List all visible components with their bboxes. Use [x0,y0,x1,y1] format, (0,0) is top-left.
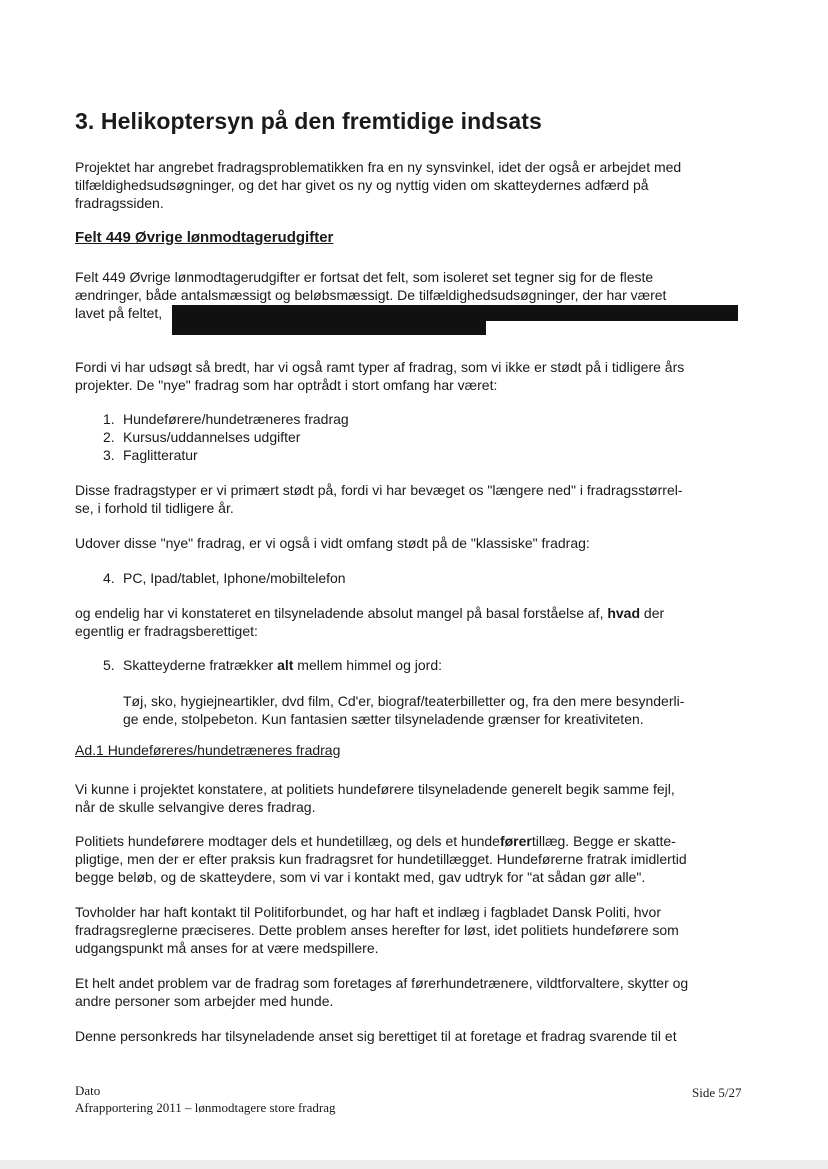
section-title: Felt 449 Øvrige lønmodtagerudgifter [75,229,334,246]
fordi-paragraph [75,358,755,394]
tovholder-paragraph [75,903,755,957]
intro-paragraph [75,158,755,212]
list-number: 2. [103,429,115,445]
detail-line: Tøj, sko, hygiejneartikler, dvd film, Cd'er, biograf/teaterbilletter og, fra den mere besynderli- [123,693,685,709]
politiets-line: pligtige, men der er efter praksis kun fradragsret for hundetillægget. Hundeførerne fratrak imidlertid [75,851,687,867]
udover-paragraph: Udover disse "nye" fradrag, er vi også i vidt omfang stødt på de "klassiske" fradrag: [75,535,590,551]
tovholder-line: udgangspunkt må anses for at være medspillere. [75,940,379,956]
emphasis-hvad: hvad [607,605,641,621]
ethelt-line: andre personer som arbejder med hunde. [75,993,334,1009]
page-heading: 3. Helikoptersyn på den fremtidige indsats [75,108,542,134]
ethelt-paragraph [75,974,755,1010]
fordi-line: projekter. De "nye" fradrag som har optrådt i stort omfang har været: [75,377,498,393]
list-text: Skatteyderne fratrækker [123,657,278,673]
denne-paragraph: Denne personkreds har tilsyneladende anset sig berettiget til at foretage et fradrag svarende til et [75,1028,677,1044]
politiets-text: tillæg. Begge er skatte- [531,833,676,849]
redaction-bar [172,321,486,335]
redaction-bar [172,305,738,321]
list-item [103,410,349,428]
endelig-line [75,604,755,622]
list-item [103,428,300,446]
footer-report: Afrapportering 2011 – lønmodtagere store fradrag [75,1100,336,1115]
list-text: PC, Ipad/tablet, Iphone/mobiltelefon [123,570,346,586]
endelig-line: egentlig er fradragsberettiget: [75,623,258,639]
fordi-line: Fordi vi har udsøgt så bredt, har vi også ramt typer af fradrag, som vi ikke er stødt på i tidligere års [75,359,685,375]
vi-paragraph [75,780,755,816]
subsection-title: Ad.1 Hundeføreres/hundetræneres fradrag [75,742,341,758]
list-number: 4. [103,570,115,586]
list-number: 3. [103,447,115,463]
felt-line: ændringer, både antalsmæssigt og beløbsmæssigt. De tilfældighedsudsøgninger, der har været [75,287,667,303]
endelig-text: og endelig har vi konstateret en tilsyneladende absolut mangel på basal forståelse af, [75,605,608,621]
vi-line: når de skulle selvangive deres fradrag. [75,799,316,815]
tovholder-line: fradragsreglerne præciseres. Dette problem anses herefter for løst, idet politiets hundeførere som [75,922,679,938]
list-item [103,656,442,674]
tovholder-line: Tovholder har haft kontakt til Politiforbundet, og har haft et indlæg i fagbladet Dansk Politi, hvor [75,904,662,920]
politiets-line [75,832,755,850]
item5-detail [123,692,753,728]
intro-line: tilfældighedsudsøgninger, og det har givet os ny og nyttig viden om skatteydernes adfærd på [75,177,649,193]
emphasis-alt: alt [277,657,294,673]
disse-paragraph [75,481,755,517]
list-item [103,569,346,587]
endelig-text: der [640,605,665,621]
list-number: 1. [103,411,115,427]
politiets-line: begge beløb, og de skatteydere, som vi var i kontakt med, gav udtryk for "at sådan gør alle". [75,869,646,885]
footer-date: Dato [75,1083,101,1098]
list-text: mellem himmel og jord: [293,657,443,673]
politiets-paragraph [75,832,755,886]
disse-line: Disse fradragstyper er vi primært stødt på, fordi vi har bevæget os "længere ned" i fradragsstørrel- [75,482,683,498]
footer-page-number: Side 5/27 [692,1085,742,1100]
emphasis-forer: fører [499,833,532,849]
list-text: Kursus/uddannelses udgifter [123,429,301,445]
list-item [103,446,198,464]
intro-line: Projektet har angrebet fradragsproblematikken fra en ny synsvinkel, idet der også er arbejdet med [75,159,682,175]
ethelt-line: Et helt andet problem var de fradrag som foretages af førerhundetrænere, vildtforvaltere, skytter og [75,975,689,991]
scan-edge [0,1160,828,1169]
felt-line: lavet på feltet, [75,305,163,321]
disse-line: se, i forhold til tidligere år. [75,500,234,516]
list-number: 5. [103,657,115,673]
detail-line: ge ende, stolpebeton. Kun fantasien sætter tilsyneladende grænser for kreativiteten. [123,711,644,727]
vi-line: Vi kunne i projektet konstatere, at politiets hundeførere tilsyneladende generelt begik samme fejl, [75,781,675,797]
felt-line: Felt 449 Øvrige lønmodtagerudgifter er fortsat det felt, som isoleret set tegner sig for de fleste [75,269,654,285]
endelig-paragraph [75,604,755,640]
intro-line: fradragssiden. [75,195,164,211]
politiets-text: Politiets hundeførere modtager dels et hundetillæg, og dels et hunde [75,833,500,849]
list-text: Hundeførere/hundetræneres fradrag [123,411,349,427]
list-text: Faglitteratur [123,447,198,463]
